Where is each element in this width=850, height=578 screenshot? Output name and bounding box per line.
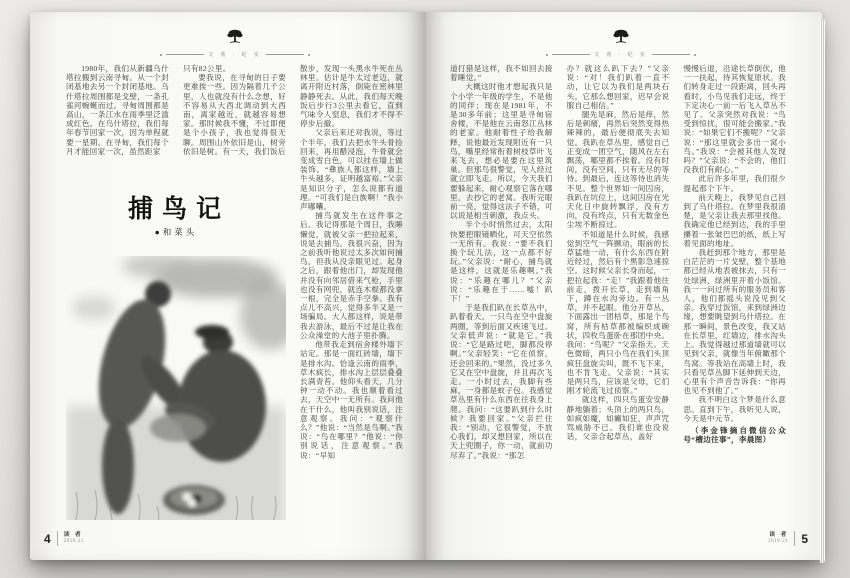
magazine-issue: 2019·21 [63,538,84,544]
reader-tree-logo-icon [226,28,244,50]
paragraph: 我不明白这个梦是什么意思。直到下午，我听见人说，今天是中元节。 [683,395,787,423]
right-page-footer [768,531,808,546]
reader-tree-logo-icon [612,28,630,50]
paragraph: 父亲后来还对我说，等过个半年，我们去把水牛头骨捡回来，再用醋浸泡，牛骨就会变成雪白色，可以挂在墙上做装饰。“彝族人都这样，墙上牛头越多，证明越富裕。”父亲是知识分子，怎么说都有道理。“可我们是白族啊！”我小声嘟囔。 [300,128,403,212]
text-column-2 [567,64,670,520]
intro-columns [66,64,286,190]
rule-dot [546,54,548,56]
section-label: 文 苑 · 纪 实 [594,53,648,58]
left-page-content [66,64,404,520]
paragraph: 捕鸟就发生在这件事之后。我记得那是个周日，我睡懒觉，就被父亲一把拉起来，说是去捕鸟。我很兴奋，因为之前我听他说过太多次如何捕鸟，但我从没亲眼见过。起身之后，跟着他出门，却发现他并没有向邻居借来气枪，手里也没有网兜，就连木棍都没拿一根，完全是赤手空拳。我有点儿不高兴，觉得多半又是一场骗局。大人都这样，说是带我去游泳，最后不过是让我在公众澡堂的大池子里扑腾。 [300,211,403,340]
paragraph: 慢慢后退，沿途长草倒伏，他一一扶起，待其恢复原状。我们转身走过一段距离，回头再看时，小鸟见我们走远，终于下定决心一前一后飞入草丛不见了。父亲突然对我说：“鸟受到惊扰，很可能会搬家。”我说：“如果它们不搬呢？”父亲说：“那这里就会多出一窝小鸟。”我说：“会被其他人发现吗？”父亲说：“不会的，他们没我们有耐心。” [683,64,787,175]
paragraph: 于是我们趴在长草丛中，趴着看天。一只鸟在空中盘旋两圈，等到后面又疾速飞过。父亲低声说：“就是它。”我说：“它是路过吧，脚都没停啊。”父亲轻笑：“它在侦察，还会回来的。”果然，没过多久它又在空中盘旋，并且再次飞走。一小时过去，我脚有些麻，一身都是蚊子包。我感觉草丛里有什么东西在往我身上爬。我问：“这要趴到什么时候？我要回家。”父亲拦住我：“别动，它很警觉，不放心我们，却又想回家，所以在天上兜圈子，你一动，就前功尽弃了。”我说：“那怎 [450,303,553,460]
article-title: 捕鸟记 [127,195,230,223]
ink-clouds [72,256,286,350]
magazine-issue: 2019·21 [768,538,789,544]
rule-line [552,54,590,55]
footer-magazine-info [64,532,84,545]
left-main-block [66,64,286,520]
text-column-1 [66,64,169,190]
column-paragraphs [683,64,786,423]
section-label: 文 苑 · 纪 实 [208,53,262,58]
rule-line [652,54,690,55]
page-header [426,28,822,58]
paragraph: 我赶到那个地方，那里是白茫茫的一片戈壁，整个基地都已经从地表被抹去，只有一处绿洲，绿洲里开着小饭馆。我一一问过所有的服务员和客人，他们都摇头说没见到父亲。我穿过饭馆，来到绿洲边缘，想要眺望到乌什塔拉。在那一瞬间，景色改变，我又站在长草里，红墙边，排水沟头上。我觉得越过那道墙就可以见到父亲，就像当年俯瞰那个鸟窝。等我站在高墙上时，我只看见草丛脚下延伸到天边，心里有个声音告诉我：“你再也见不到他了。” [683,248,787,396]
paragraph: 不知道是什么时候，我感觉到空气一阵颤动，眼前的长草猛地一动，有什么东西在附近经过，然后有个黑影急速掠空。这时候父亲长身而起，一把拉起我：“走！”我跟着他往前走，拨开长草，走到墙角下，蹲在水沟旁边。有一丛草，并不起眼。他分开草丛，下面露出一团枯草，那是个鸟窝，所有枯草都被编织成碗状，四枚鸟蛋卧在那团中央。我问：“鸟呢？”父亲指天。天色微暗，两只小鸟在我们头顶疯狂盘旋尖叫，既不飞下来，也不肯飞走。父亲说：“其实是两只鸟，应该是父母，它们刚才轮流飞过侦察。” [566,229,670,396]
attribution-line: （李金锋摘自微信公众号“槽边往事”，李晨图） [683,425,787,445]
paragraph: 1980年，我们从新疆乌什塔拉搬到云南寻甸。从一个封闭基地去另一个封闭基地。乌什塔拉周围都是戈壁，一条孔雀河蜿蜒而过。寻甸周围都是高山，一条江水在雨季里泛滥成红色。在乌什塔拉，我们每年春节回家一次，因为单程就要一星期。在寻甸，我们每个月才能回家一次，虽然距家 [66,64,169,156]
paragraph: 要我说，在寻甸的日子要更难挨一些。因为隔着几千公里，人也就没有什么念想，好不容易从大西北调动到大西南，离家越近，就越容易想家。那时候我不懂，不过即便是个小孩子，我也觉得很无聊。周围山外依旧是山，树旁依旧是树。有一天，我们饭后 [183,73,286,156]
paragraph: 办？就这么趴下去？”父亲说：“对！我们趴着一直不动，让它以为我们是两块石头。它那么想回家，迟早会说服自己相信。” [566,64,670,110]
text-column-3 [683,64,786,520]
paragraph: 大概这时他才想起我只是个小学一年级的学生，不是他的同伴；现在是1981年，不是30多年前；这里是寻甸宿舍楼，不是他在云南怒江丛林的老家。他耐着性子给我解释，说他最近发现附近有一只鸟，嘴里经常衔着树枝草叶飞来飞去，想必是要在这里筑巢。但那鸟很警觉，见人经过就立即飞走。所以，今天我们要躲起来，耐心观察它落在哪里，去抄它的老窝。我听完眼前一亮，觉得这法子不错，可以说是相当刺激，我点头。 [450,82,553,221]
magazine-name: 读 者 [769,531,789,538]
paragraph: 只有82公里。 [183,64,231,73]
egg-basket [163,485,225,515]
paragraph: 道打猎是这样，我不如回去接着睡觉。” [450,64,553,83]
footer-divider [57,531,58,546]
page-header [44,28,426,58]
article-photo [66,256,286,520]
footer-magazine-info [768,532,788,545]
magazine-spread [30,12,822,560]
page-number: 5 [801,531,808,546]
page-right [426,12,822,560]
page-left [30,12,426,560]
text-column-2 [183,64,286,190]
footer-divider [794,531,795,546]
text-column-1 [450,64,553,520]
right-page-content [450,64,786,520]
header-rule [426,51,822,58]
ink-wash-photo-illustration [66,256,286,520]
paragraph: 腿先是麻，然后是痒，然后是刺痛，再然后突然变得热辣辣的，最后便彻底失去知觉。我趴在草丛里，感觉自己正变成一团空气，随风在左右飘荡，哪里都不挨着。没有时间，没有空间，只有无尽的等待。到最后，连这等待也消失不见。整个世界如一间囚房，我趴在坑位上，这间囚房在光天化日中旋转飘浮，没有方向，没有终点，只有无数金色尘埃不断掠过。 [566,110,670,230]
paragraph: 半个小时悄然过去，太阳快要把眼镜晒化，可天空依然一无所有。我说：“要不我们换个玩儿法，这一点都不好玩。”父亲说：“耐心，捕鸟就是这样，这就是乐趣啊。”我说：“乐趣在哪儿？”父亲说：“乐趣在于……嘘！趴下！” [450,220,553,304]
rule-dot [160,54,162,56]
left-page-footer [44,531,84,546]
rule-dot [694,54,696,56]
rule-dot [308,54,310,56]
article-author: ●和菜头 [154,227,198,237]
paragraph: 他带我走到宿舍楼外墙下站定。那是一面红砖墙，墙下是排水沟。恰逢云南的雨季，草木疯长，排水沟上层层叠叠长满青苔。他仰头看天，几分钟一动不动。我也顺着看过去，天空中一无所有。我问他在干什么，他叫我别说话，注意观察。我问：“观察什么？”他说：“当然是鸟啊。”我说：“鸟在哪里？”他说：“你别说话，注意观察。”我说：“早知 [300,340,403,460]
rule-line [166,54,204,55]
text-column-3 [300,64,403,520]
paragraph: 前天晚上，我梦见自己回到了乌什塔拉。在梦里我很清楚，是父亲让我去那里找他。我确定他已经到达，我的手里攥着一张皱巴巴的纸，纸上写着见面的地址。 [683,192,787,248]
paragraph: 散步，发现一头黑水牛死在丛林里。估计是牛太过老迈，就离开附近村落，倒毙在密林里静静死去。从此，我们每天晚饭后步行3公里去看它，直到气味令人窒息，我们才不得不停步后撤。 [300,64,403,129]
rule-line [266,54,304,55]
magazine-name: 读 者 [63,531,83,538]
page-number: 4 [44,531,51,546]
paragraph: 就这样，四只鸟蛋安安静静地躺着；头顶上的两只鸟，如疯如魔，如癫如狂，声声咒骂威胁不已。我们谁也没说话，父亲合起草丛，盖好 [566,395,670,442]
header-rule [44,51,426,58]
paragraph: 此后许多年里，我们很少提起那个下午。 [683,174,787,193]
article-title-block [66,190,286,252]
